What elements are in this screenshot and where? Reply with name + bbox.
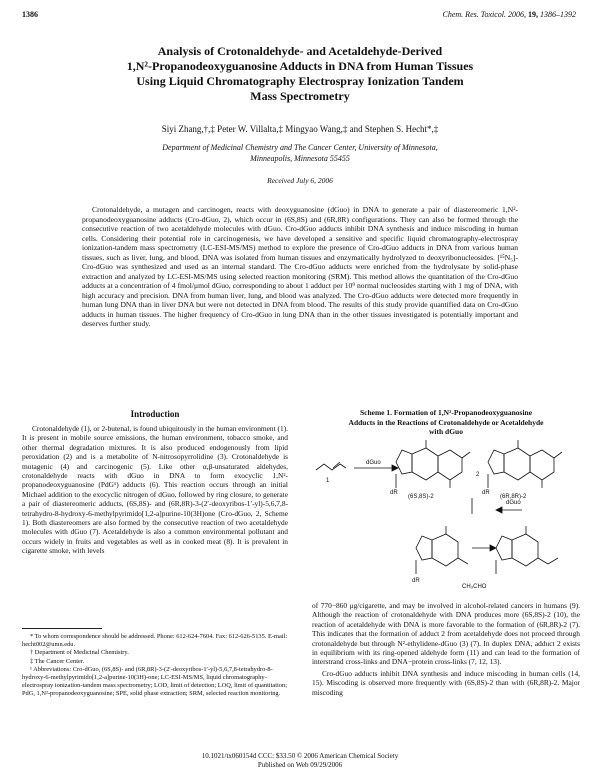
journal-volume: 19, — [528, 10, 538, 19]
affiliation-line-1: Department of Medicinal Chemistry and The Cancer Center, University of Minnesota, — [162, 143, 438, 152]
dguo-structure — [416, 526, 468, 574]
footnote-divider — [22, 628, 102, 629]
footnote-dagger: † Department of Medicinal Chemistry. — [30, 649, 129, 657]
label-adduct-config-2: (6R,8R)-2 — [500, 494, 527, 500]
article-title — [60, 44, 540, 104]
abstract — [82, 205, 518, 331]
label-dr-1: dR — [390, 490, 398, 496]
footer-published: Published on Web 09/29/2006 — [257, 761, 343, 769]
journal-citation — [443, 10, 576, 19]
label-compound-1: 1 — [326, 478, 330, 484]
journal-pages: 1386–1392 — [540, 10, 576, 19]
introduction-body — [22, 424, 288, 558]
label-adduct-config-1: (6S,8S)-2 — [408, 494, 434, 500]
received-date: Received July 6, 2006 — [267, 176, 333, 185]
right-paragraph-1: of 770−860 μg/cigarette, and may be involved in alcohol-related cancers in humans (9). Although the reaction of crotonaldehyde with DNA produces more (6S,8S)-2 (10), the reaction of acetaldehyde with DNA is more favorable to the formation of (6R,8R)-2 (7). This indicates that the formation of adduct 2 from acetaldehyde does not proceed through crotonaldehyde but through N²-ethylidene-dGuo (3) (7). In duplex DNA, adduct 2 exists in equilibrium with its ring-opened aldehyde form (11) and can lead to the formation of interstrand cross-links and DNA−protein cross-links (7, 12, 13). — [312, 601, 580, 667]
page-number: 1386 — [22, 10, 38, 19]
introduction-heading: Introduction — [130, 409, 180, 419]
footnotes — [22, 633, 288, 699]
adduct-6s8s-structure — [396, 440, 470, 488]
right-column-body — [312, 601, 580, 699]
author-list: Siyi Zhang,†,‡ Peter W. Villalta,‡ Mingyao Wang,‡ and Stephen S. Hecht*,‡ — [161, 124, 439, 134]
label-acetaldehyde: CH₃CHO — [462, 584, 487, 590]
title-line-3: Using Liquid Chromatography Electrospray Ionization Tandem — [136, 74, 464, 88]
scheme-caption-line-1: Scheme 1. Formation of 1,N²-Propanodeoxyguanosine — [359, 408, 533, 417]
label-dguo-arrow: dGuo — [366, 460, 381, 466]
abstract-text: Crotonaldehyde, a mutagen and carcinogen, reacts with deoxyguanosine (dGuo) in DNA to generate a pair of diastereomeric 1,N²-propanodeoxyguanosine adducts (Cro-dGuo, 2), which occur in (6S,8S) and (6R,8R) configurations. They can also be formed through the consecutive reaction of two acetaldehyde molecules with dGuo. Cro-dGuo adducts inhibit DNA synthesis and induce miscoding in human cells. Considering their potential role in carcinogenesis, we have developed a sensitive and specific liquid chromatography-electrospray ionization-tandem mass spectrometry (LC-ESI-MS/MS) method to explore the presence of Cro-dGuo adducts in DNA from various human tissues, such as liver, lung, and blood. DNA was isolated from human tissues and enzymatically hydrolyzed to deoxyribonucleosides. [¹⁵N₅]-Cro-dGuo was synthesized and used as an internal standard. The Cro-dGuo adducts were enriched from the hydrolysate by solid-phase extraction and analyzed by LC-ESI-MS/MS using selected reaction monitoring (SRM). This method allows the quantitation of the Cro-dGuo adducts at a concentration of 4 fmol/μmol dGuo, corresponding to about 1 adduct per 10⁹ normal nucleosides starting with 1 mg of DNA, with high accuracy and precision. DNA from human liver, lung, and blood was analyzed. The Cro-dGuo adducts were detected more frequently in human lung DNA than in liver DNA but were not detected in DNA from blood. The results of this study provide quantified data on Cro-dGuo adducts in human tissues. The higher frequency of Cro-dGuo in lung DNA than in the other tissues investigated is potentially important and deserves further study. — [82, 205, 518, 328]
affiliation-line-2: Minneapolis, Minnesota 55455 — [250, 154, 350, 163]
title-line-4: Mass Spectrometry — [250, 89, 350, 103]
title-line-1: Analysis of Crotonaldehyde- and Acetaldehyde-Derived — [157, 44, 443, 58]
label-dguo-bottom: dGuo — [506, 500, 521, 506]
journal-year: 2006, — [508, 10, 526, 19]
footnote-ddagger: ‡ The Cancer Center. — [30, 657, 85, 665]
adduct-6r8r-structure — [488, 440, 562, 488]
scheme-caption-line-2: Adducts in the Reactions of Crotonaldehyde or Acetaldehyde — [348, 417, 544, 427]
page-footer — [0, 752, 600, 770]
affiliation — [100, 142, 500, 164]
right-paragraph-2: Cro-dGuo adducts inhibit DNA synthesis and induce miscoding in human cells (14, 15). Miscoding is observed more frequently with (6S,8S)-2 than with (6R,8R)-2. Major miscoding — [312, 668, 580, 697]
footer-doi: 10.1021/tx060154d CCC: $33.50 © 2006 American Chemical Society — [201, 752, 399, 760]
footnote-corresponding: * To whom correspondence should be addressed. Phone: 612-624-7604. Fax: 612-626-5135. E-mail: hecht002@umn.edu. — [22, 633, 288, 649]
title-line-2: 1,N²-Propanodeoxyguanosine Adducts in DNA from Human Tissues — [126, 59, 474, 73]
label-dr-3: dR — [412, 578, 420, 584]
journal-name: Chem. Res. Toxicol. — [442, 10, 506, 19]
introduction-paragraph: Crotonaldehyde (1), or 2-butenal, is found ubiquitously in the human environment (1). It is present in mobile source emissions, the human environment, tobacco smoke, and other thermal degradation mixtures. It is also produced endogenously from lipid peroxidation (2) and is a metabolite of N-nitrosopyrrolidine (3). Crotonaldehyde is mutagenic (4) and carcinogenic (5). Like other α,β-unsaturated aldehydes, crotonaldehyde reacts with dGuo in DNA to form exocyclic 1,N²-propanodeoxyguanosine (PdG¹) adducts (6). This reaction occurs through an initial Michael addition to the exocyclic nitrogen of dGuo, followed by ring closure, to generate a pair of diastereomeric adducts, (6S,8S)- and (6R,8R)-3-(2′-deoxyribos-1′-yl)-5,6,7,8-tetrahydro-8-hydroxy-6-methylpyrimido[1,2-a]purine-10(3H)one (Cro-dGuo, 2, Scheme 1). Both diastereomers are also formed by the consecutive reaction of two acetaldehyde molecules with dGuo (7). Acetaldehyde is also a common environmental pollutant and occurs widely in fruits and vegetables as well as in cooked meat (8). It is prevalent in cigarette smoke, with levels — [22, 424, 288, 556]
reaction-scheme — [312, 440, 580, 600]
ethylidene-dguo-structure — [496, 526, 558, 574]
label-compound-2: 2 — [476, 472, 480, 478]
label-dr-2: dR — [482, 490, 490, 496]
scheme-caption-line-3: with dGuo — [429, 427, 463, 436]
crotonaldehyde-structure — [316, 464, 346, 470]
footnote-abbreviations: ¹ Abbreviations: Cro-dGuo, (6S,8S)- and (6R,8R)-3-(2′-deoxyribos-1′-yl)-5,6,7,8-tetrahydro-8-hydroxy-6-methylpyrimido[1,2-a]purine-10(3H)-one; LC-ESI-MS/MS, liquid chromatography-electrospray ionization-tandem mass spectrometry; LOD, limit of detection; LOQ, limit of quantitation; PdG, 1,N²-propanodeoxyguanosine; SPE, solid phase extraction; SRM, selected reaction monitoring. — [22, 665, 287, 698]
scheme-caption — [312, 408, 580, 437]
